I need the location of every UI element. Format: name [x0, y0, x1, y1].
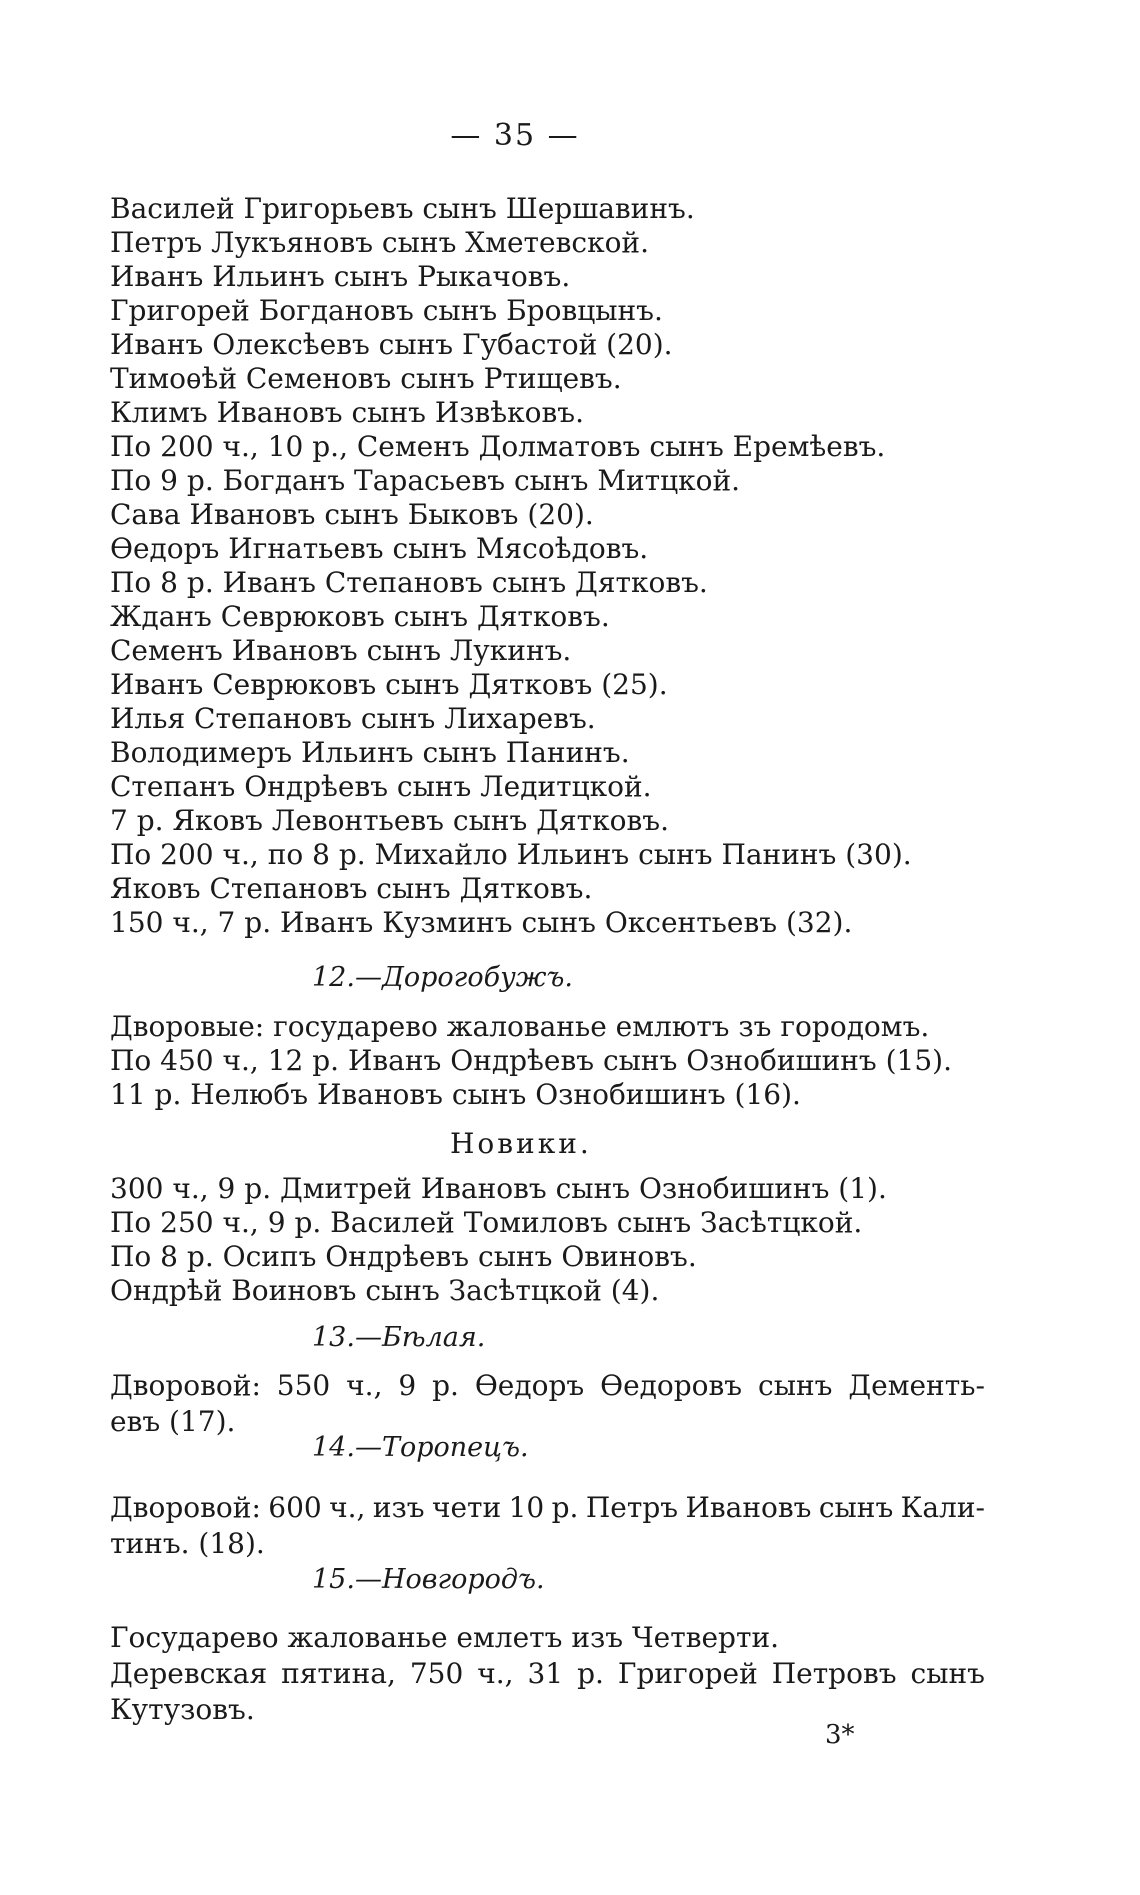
list-item: Петръ Лукъяновъ сынъ Хметевской. — [110, 226, 649, 259]
word: 550 — [276, 1369, 331, 1402]
word: сынъ — [910, 1657, 985, 1690]
list-item: Иванъ Ильинъ сынъ Рыкачовъ. — [110, 260, 571, 293]
word: Кали- — [900, 1491, 985, 1524]
name-list-2 — [110, 1010, 990, 1112]
list-item: Дворовые: государево жалованье емлютъ зъ городомъ. — [110, 1010, 930, 1043]
list-item: Степанъ Ондрѣевъ сынъ Ледитцкой. — [110, 770, 652, 803]
word: 600 — [268, 1491, 322, 1524]
list-item: По 200 ч., по 8 р. Михайло Ильинъ сынъ Панинъ (30). — [110, 838, 912, 871]
list-item: Иванъ Олексѣевъ сынъ Губастой (20). — [110, 328, 673, 361]
paragraph-13 — [110, 1368, 990, 1440]
list-item: По 250 ч., 9 р. Василей Томиловъ сынъ Засѣтцкой. — [110, 1206, 863, 1239]
list-item: Жданъ Севрюковъ сынъ Дятковъ. — [110, 600, 610, 633]
word: 750 — [409, 1657, 464, 1690]
word: Ѳедоровъ — [600, 1369, 743, 1402]
paragraph-line: евъ (17). — [110, 1405, 236, 1438]
word: Григорей — [617, 1657, 758, 1690]
subheading-noviki: Новики. — [450, 1127, 592, 1160]
word: ч., — [346, 1369, 383, 1402]
paragraph-14 — [110, 1490, 990, 1562]
page-number: — 35 — — [450, 118, 580, 153]
paragraph-line: Государево жалованье емлетъ изъ Четверти. — [110, 1621, 780, 1654]
word: Ивановъ — [685, 1491, 812, 1524]
list-item: Яковъ Степановъ сынъ Дятковъ. — [110, 872, 593, 905]
list-item: Сава Ивановъ сынъ Быковъ (20). — [110, 498, 594, 531]
list-item: Климъ Ивановъ сынъ Извѣковъ. — [110, 396, 585, 429]
list-item: По 8 р. Осипъ Ондрѣевъ сынъ Овиновъ. — [110, 1240, 697, 1273]
name-list-3 — [110, 1172, 990, 1308]
name-list-1 — [110, 192, 990, 940]
list-item: Иванъ Севрюковъ сынъ Дятковъ (25). — [110, 668, 668, 701]
list-item: По 200 ч., 10 р., Семенъ Долматовъ сынъ Еремѣевъ. — [110, 430, 886, 463]
list-item: 150 ч., 7 р. Иванъ Кузминъ сынъ Оксентьевъ (32). — [110, 906, 853, 939]
list-item: Володимеръ Ильинъ сынъ Панинъ. — [110, 736, 630, 769]
word: пятина, — [281, 1657, 396, 1690]
word: сынъ — [818, 1491, 894, 1524]
list-item: По 450 ч., 12 р. Иванъ Ондрѣевъ сынъ Ознобишинъ (15). — [110, 1044, 953, 1077]
word: Петровъ — [771, 1657, 897, 1690]
list-item: Семенъ Ивановъ сынъ Лукинъ. — [110, 634, 572, 667]
list-item: 7 р. Яковъ Левонтьевъ сынъ Дятковъ. — [110, 804, 669, 837]
list-item: По 8 р. Иванъ Степановъ сынъ Дятковъ. — [110, 566, 708, 599]
word: р. — [551, 1491, 579, 1524]
paragraph-15 — [110, 1620, 990, 1728]
word: ч., — [329, 1491, 366, 1524]
word: Дементь- — [848, 1369, 985, 1402]
word: чети — [431, 1491, 502, 1524]
word: р. — [432, 1369, 459, 1402]
paragraph-line — [110, 1490, 985, 1526]
section-heading-15: 15.—Новгородъ. — [312, 1564, 545, 1595]
word: Петръ — [585, 1491, 679, 1524]
paragraph-line — [110, 1368, 985, 1404]
list-item: 11 р. Нелюбъ Ивановъ сынъ Ознобишинъ (16). — [110, 1078, 801, 1111]
word: изъ — [372, 1491, 425, 1524]
word: Ѳедоръ — [474, 1369, 585, 1402]
list-item: Ѳедоръ Игнатьевъ сынъ Мясоѣдовъ. — [110, 532, 649, 565]
word: 31 — [527, 1657, 564, 1690]
word: Деревская — [110, 1657, 268, 1690]
signature-mark: 3* — [825, 1720, 855, 1750]
paragraph-line: тинъ. (18). — [110, 1527, 265, 1560]
word: 10 — [508, 1491, 545, 1524]
paragraph-line — [110, 1656, 985, 1692]
list-item: Тимоѳѣй Семеновъ сынъ Ртищевъ. — [110, 362, 622, 395]
word: ч., — [477, 1657, 514, 1690]
list-item: По 9 р. Богданъ Тарасьевъ сынъ Митцкой. — [110, 464, 741, 497]
word: Дворовой: — [110, 1491, 261, 1524]
list-item: Илья Степановъ сынъ Лихаревъ. — [110, 702, 596, 735]
word: 9 — [398, 1369, 417, 1402]
paragraph-line: Кутузовъ. — [110, 1693, 255, 1726]
word: Дворовой: — [110, 1369, 261, 1402]
section-heading-14: 14.—Торопецъ. — [312, 1432, 529, 1463]
section-heading-12: 12.—Дорогобужъ. — [312, 962, 573, 993]
word: сынъ — [758, 1369, 833, 1402]
section-heading-13: 13.—Бѣлая. — [312, 1322, 486, 1353]
list-item: Ондрѣй Воиновъ сынъ Засѣтцкой (4). — [110, 1274, 660, 1307]
list-item: 300 ч., 9 р. Дмитрей Ивановъ сынъ Ознобишинъ (1). — [110, 1172, 887, 1205]
list-item: Григорей Богдановъ сынъ Бровцынъ. — [110, 294, 663, 327]
list-item: Василей Григорьевъ сынъ Шершавинъ. — [110, 192, 695, 225]
word: р. — [577, 1657, 604, 1690]
